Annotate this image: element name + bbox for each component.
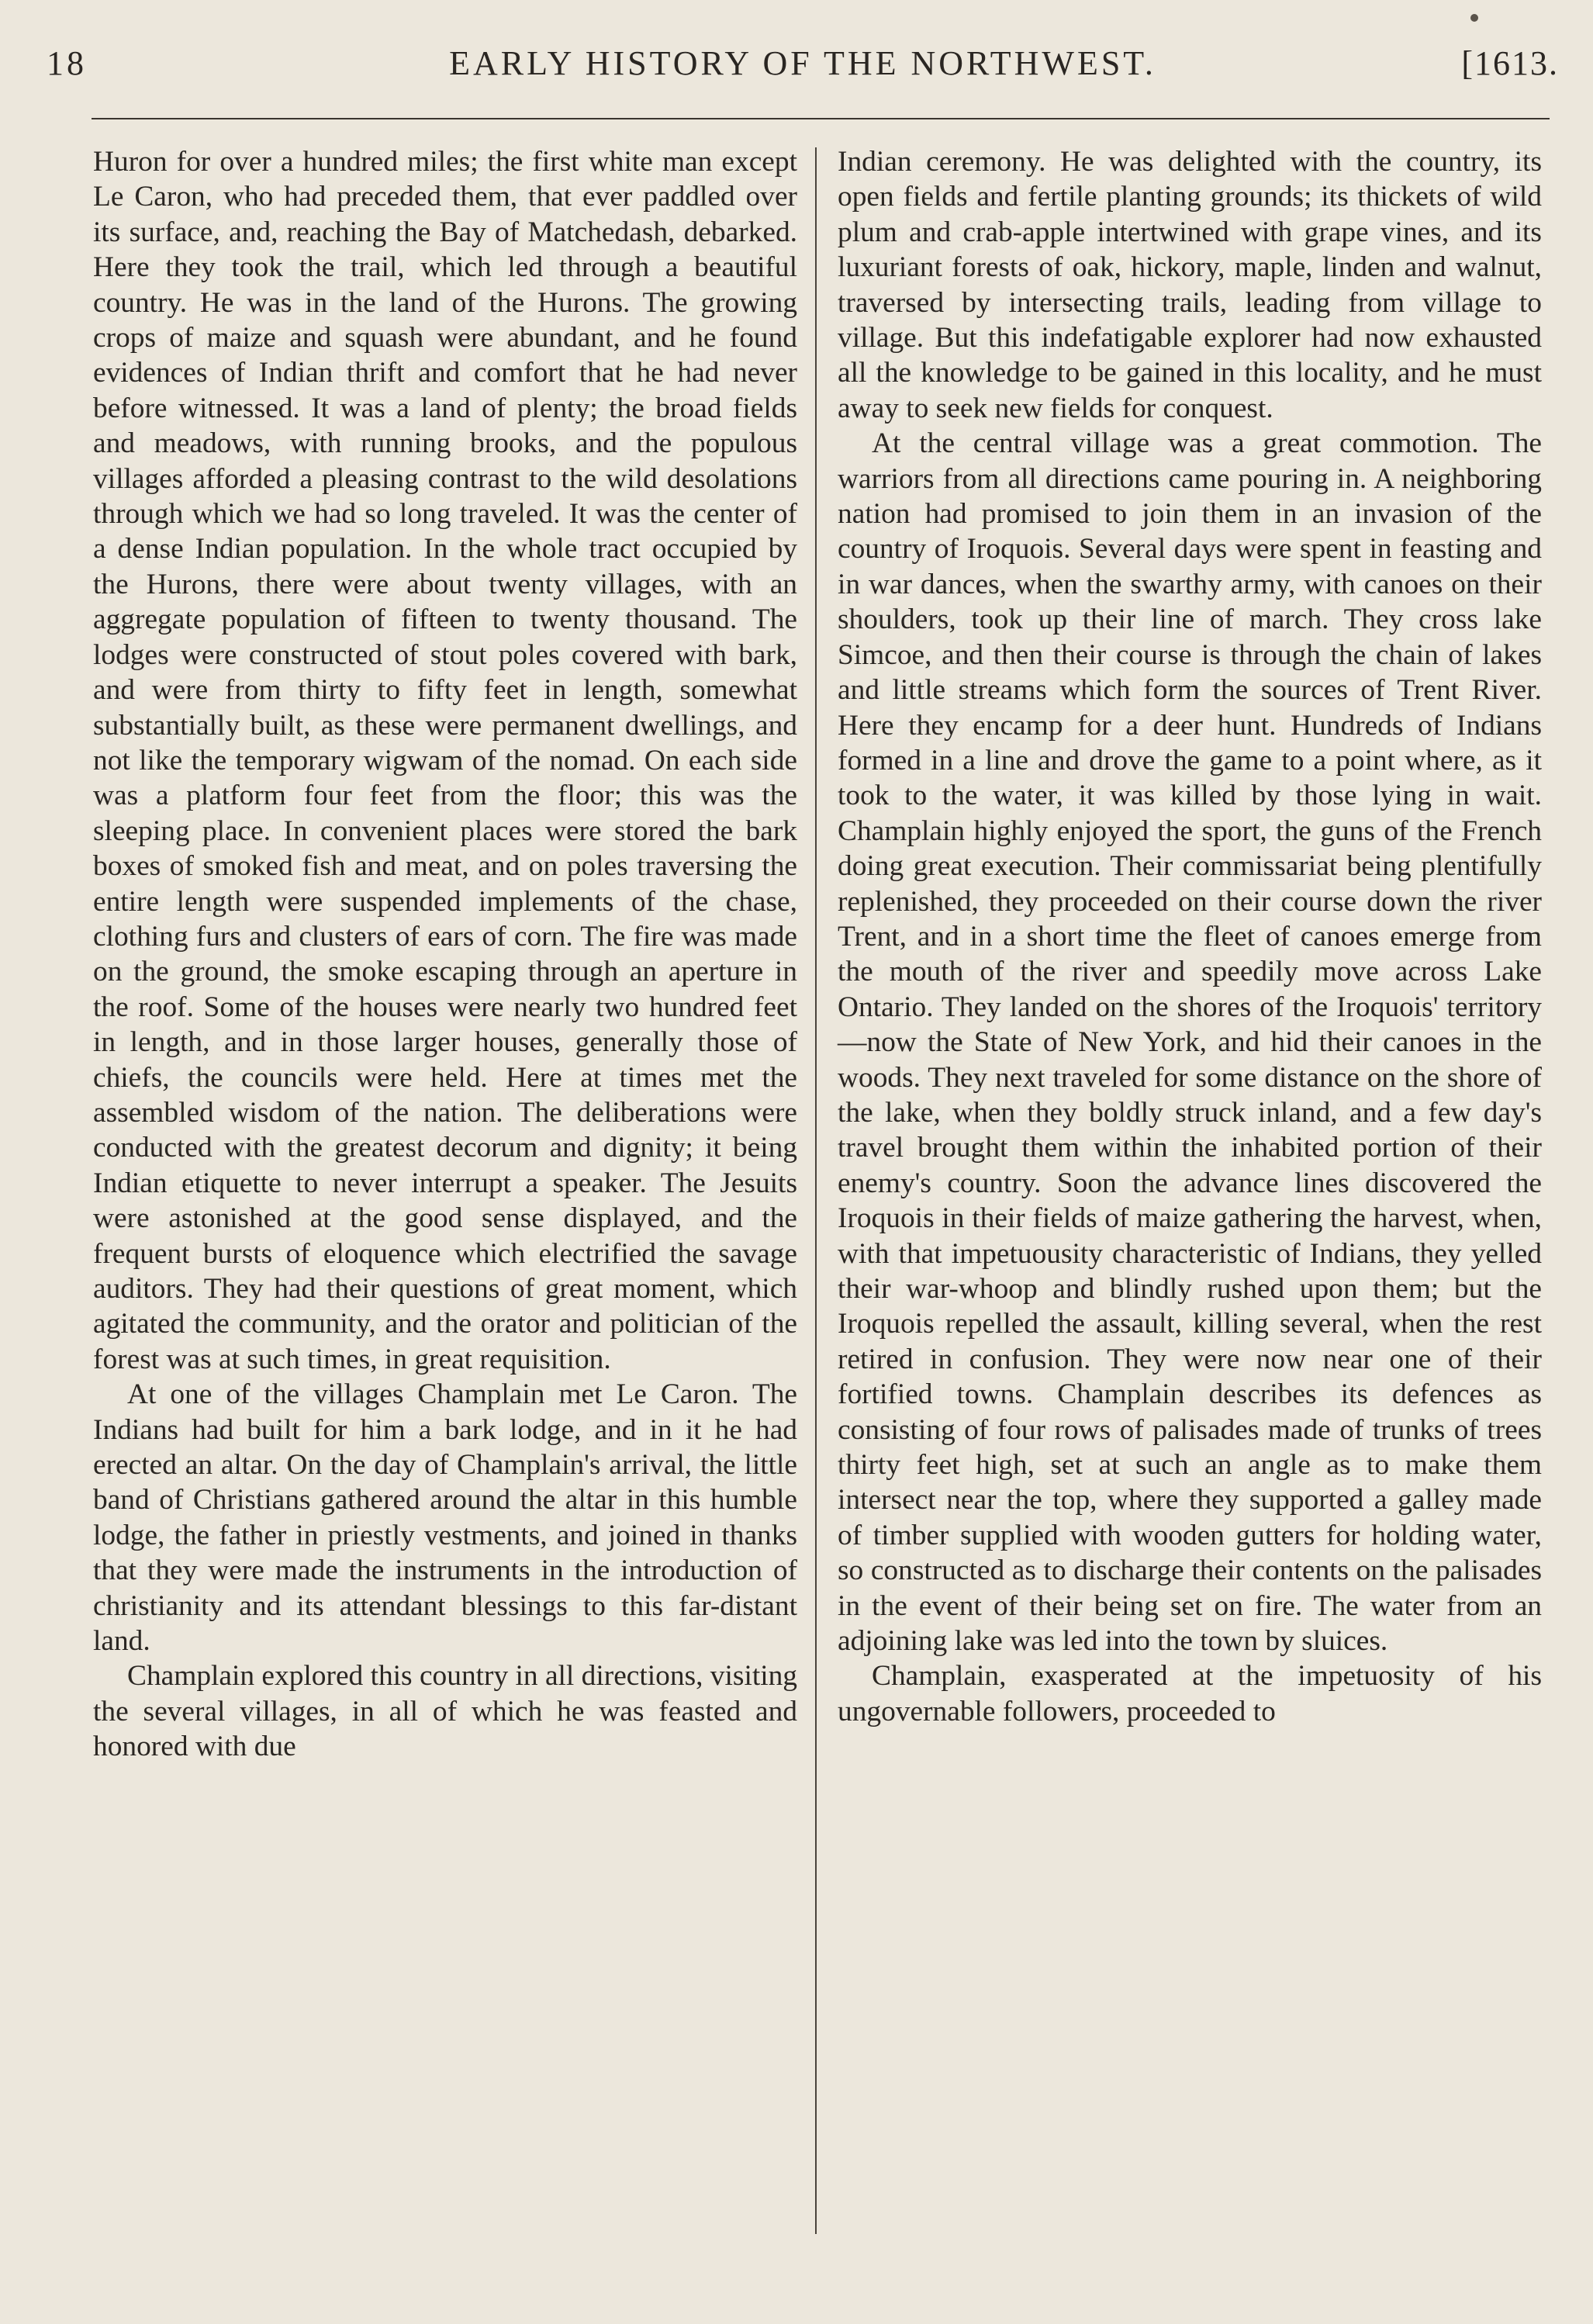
running-title: EARLY HISTORY OF THE NORTHWEST. [449, 44, 1156, 82]
page-header [47, 43, 1559, 90]
page-number: 18 [47, 44, 87, 82]
right-column [838, 144, 1542, 1729]
paragraph: Champlain, exasperated at the impetuosity of his ungovernable followers, proceeded to [838, 1660, 1542, 1727]
ink-speck [1470, 14, 1478, 22]
paragraph: Champlain explored this country in all directions, visiting the several villages, in all of which he was feasted and honored with due [93, 1660, 798, 1763]
paragraph: At the central village was a great commotion. The warriors from all directions came pouring in. A neighboring nation had promised to join them in an invasion of the country of Iroquois. Several days were spent in feasting and in war dances, when the swarthy army, with canoes on their shoulders, took up their line of march. They cross lake Simcoe, and then their course is through the chain of lakes and little streams which form the sources of Trent River. Here they encamp for a deer hunt. Hundreds of Indians formed in a line and drove the game to a point where, as it took to the water, it was killed by those lying in wait. Champlain highly enjoyed the sport, the guns of the French doing great execution. Their commissariat being plentifully replenished, they proceeded on their course down the river Trent, and in a short time the fleet of canoes emerge from the mouth of the river and speedily move across Lake Ontario. They landed on the shores of the Iroquois' territory—now the State of New York, and hid their canoes in the woods. They next traveled for some distance on the shore of the lake, when they boldly struck inland, and a few day's travel brought them within the inhabited portion of their enemy's country. Soon the advance lines discovered the Iroquois in their fields of maize gathering the harvest, when, with that impetuousity characteristic of Indians, they yelled their war-whoop and blindly rushed upon them; but the Iroquois repelled the assault, killing several, when the rest retired in confusion. They were now near one of their fortified towns. Champlain describes its defences as consisting of four rows of palisades made of trunks of trees thirty feet high, set at such an angle as to make them intersect near the top, where they supported a galley made of timber supplied with wooden gutters for holding water, so constructed as to discharge their contents on the palisades in the event of their being set on fire. The water from an adjoining lake was led into the town by sluices. [838, 427, 1542, 1658]
paragraph: Huron for over a hundred miles; the first white man except Le Caron, who had preceded them, that ever paddled over its surface, and, reaching the Bay of Matchedash, debarked. Here they took the trail, which led through a beautiful country. He was in the land of the Hurons. The growing crops of maize and squash were abundant, and he found evidences of Indian thrift and comfort that he had never before witnessed. It was a land of plenty; the broad fields and meadows, with running brooks, and the populous villages afforded a pleasing contrast to the wild desolations through which we had so long traveled. It was the center of a dense Indian population. In the whole tract occupied by the Hurons, there were about twenty villages, with an aggregate population of fifteen to twenty thousand. The lodges were constructed of stout poles covered with bark, and were from thirty to fifty feet in length, somewhat substantially built, as these were permanent dwellings, and not like the temporary wigwam of the nomad. On each side was a platform four feet from the floor; this was the sleeping place. In convenient places were stored the bark boxes of smoked fish and meat, and on poles traversing the entire length were suspended implements of the chase, clothing furs and clusters of ears of corn. The fire was made on the ground, the smoke escaping through an aperture in the roof. Some of the houses were nearly two hundred feet in length, and in those larger houses, generally those of chiefs, the councils were held. Here at times met the assembled wisdom of the nation. The deliberations were conducted with the greatest decorum and dignity; it being Indian etiquette to never interrupt a speaker. The Jesuits were astonished at the good sense displayed, and the frequent bursts of eloquence which electrified the savage auditors. They had their questions of great moment, which agitated the community, and the orator and politician of the forest was at such times, in great requisition. [93, 146, 797, 1375]
column-divider [815, 147, 817, 2234]
left-column [93, 144, 797, 1765]
header-rule [92, 118, 1550, 119]
header-year: [1613. [1461, 44, 1559, 82]
paragraph: Indian ceremony. He was delighted with the country, its open fields and fertile planting grounds; its thickets of wild plum and crab-apple intertwined with grape vines, and its luxuriant forests of oak, hickory, maple, linden and walnut, traversed by intersecting trails, leading from village to village. But this indefatigable explorer had now exhausted all the knowledge to be gained in this locality, and he must away to seek new fields for conquest. [838, 146, 1542, 424]
paragraph: At one of the villages Champlain met Le Caron. The Indians had built for him a bark lodge, and in it he had erected an altar. On the day of Champlain's arrival, the little band of Christians gathered around the altar in this humble lodge, the father in priestly vestments, and joined in thanks that they were made the instruments in the introduction of christianity and its attendant blessings to this far-distant land. [93, 1378, 797, 1658]
